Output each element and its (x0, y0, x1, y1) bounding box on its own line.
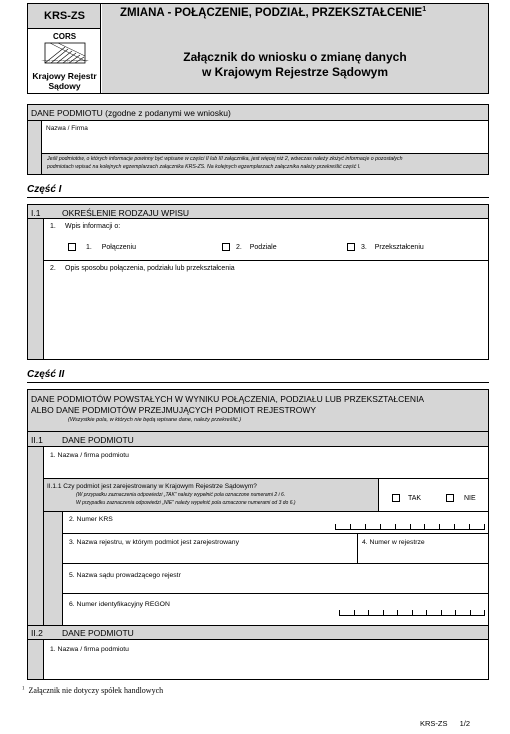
comb-tick (410, 524, 411, 529)
logo-small-text: Centralny Ośrodek Informacyjny Rejestru Sądowego (41, 60, 89, 62)
q-note2: W przypadku zaznaczenia odpowiedzi „NIE” należy wypełnić pola oznaczone numerami od 3 do 6.) (76, 500, 296, 506)
footer (420, 719, 470, 728)
form-title-text: ZMIANA - POŁĄCZENIE, PODZIAŁ, PRZEKSZTAŁCENIE (120, 6, 423, 19)
comb-tick (354, 610, 355, 615)
comb-tick (368, 610, 369, 615)
option-polaczenie-label: Połączeniu (101, 243, 136, 251)
entity-left-margin (28, 121, 42, 174)
form-title-sup: 1 (422, 6, 427, 13)
register-name-field[interactable] (62, 533, 357, 563)
q-label: II.1.1 Czy podmiot jest zarejestrowany w Krajowym Rejestrze Sądowym? (47, 483, 257, 490)
logo-caption-line2: Sądowy (48, 81, 81, 91)
s1-left-margin (28, 447, 44, 625)
entity-section (27, 104, 489, 175)
logo-cors-text: CORS (52, 32, 77, 41)
answer-yes[interactable] (392, 494, 421, 502)
comb-tick (441, 610, 442, 615)
entity-name-label: Nazwa / Firma (46, 125, 88, 132)
comb-tick (439, 524, 440, 529)
option-podzial-num: 2. (235, 243, 242, 251)
s1-heading: DANE PODMIOTU (62, 435, 134, 445)
comb-tick (469, 524, 470, 529)
comb-tick (470, 610, 471, 615)
comb-tick (350, 524, 351, 529)
comb-tick (365, 524, 366, 529)
part1-rule (27, 197, 489, 198)
s2-left-margin (28, 640, 44, 679)
footnote-text: Załącznik nie dotyczy spółek handlowych (28, 686, 164, 695)
form-subtitle-line2: w Krajowym Rejestrze Sądowym (201, 65, 389, 79)
comb-tick (484, 610, 485, 615)
part1-item2-field[interactable] (44, 261, 488, 359)
krs-number-ticks (335, 525, 485, 530)
comb-tick (454, 524, 455, 529)
option-przeksztalcenie-label: Przekształceniu (374, 243, 424, 251)
answer-no-label: NIE (463, 494, 476, 502)
krs-number-label: 2. Numer KRS (69, 516, 113, 523)
part1-section (27, 204, 489, 360)
part2-heading-note: (Wszystkie pola, w których nie będą wpisane dane, należy przekreślić.) (68, 417, 242, 423)
entity-heading: DANE PODMIOTU (zgodne z podanymi we wniosku) (31, 108, 231, 118)
regon-label: 6. Numer identyfikacyjny REGON (69, 601, 170, 608)
comb-tick (339, 610, 340, 615)
register-name-label: 3. Nazwa rejestru, w którym podmiot jest zarejestrowany (69, 539, 239, 546)
comb-tick (455, 610, 456, 615)
comb-tick (484, 524, 485, 529)
form-subtitle-line1: Załącznik do wniosku o zmianę danych (183, 50, 407, 64)
comb-tick (426, 610, 427, 615)
footnote (22, 686, 163, 695)
s1-name-label: 1. Nazwa / firma podmiotu (50, 452, 129, 459)
header-box (27, 3, 489, 94)
s1-inner-margin (44, 511, 62, 625)
q-note1: (W przypadku zaznaczenia odpowiedzi „TAK” należy wypełnić pola oznaczone numerami 2 i 6. (76, 492, 286, 498)
regon-field[interactable] (62, 593, 488, 625)
footer-code: KRS-ZS (420, 719, 448, 728)
part2-heading-line2: ALBO DANE PODMIOTÓW PRZEJMUJĄCYCH PODMIOT REJESTROWY (31, 405, 317, 415)
part1-left-margin (28, 219, 44, 359)
form-code: KRS-ZS (44, 10, 85, 22)
checkbox-przeksztalcenie[interactable] (347, 243, 355, 251)
s2-num: II.2 (31, 628, 43, 638)
comb-tick (397, 610, 398, 615)
option-przeksztalcenie-num: 3. (360, 243, 367, 251)
checkbox-yes[interactable] (392, 494, 400, 502)
checkbox-no[interactable] (446, 494, 454, 502)
register-number-field[interactable] (357, 533, 488, 563)
comb-tick (383, 610, 384, 615)
part1-item2-num: 2. (50, 265, 56, 272)
comb-tick (395, 524, 396, 529)
answer-yes-label: TAK (407, 494, 422, 502)
form-title (120, 6, 490, 19)
logo-caption-line1: Krajowy Rejestr (32, 71, 97, 81)
part1-heading: OKREŚLENIE RODZAJU WPISU (62, 208, 190, 218)
entity-note-line2: podmiotach wpisać na kolejnych egzemplarzach załącznika KRS-ZS. Na kolejnych egzemplarzach załącznika należy przekreślić część I. (47, 164, 361, 170)
part2-rule (27, 382, 489, 383)
option-podzial[interactable] (222, 243, 342, 251)
comb-tick (380, 524, 381, 529)
court-name-label: 5. Nazwa sądu prowadzącego rejestr (69, 572, 181, 579)
s2-heading: DANE PODMIOTU (62, 628, 134, 638)
comb-tick (335, 524, 336, 529)
checkbox-podzial[interactable] (222, 243, 230, 251)
s1-num: II.1 (31, 435, 43, 445)
option-podzial-label: Podziale (249, 243, 277, 251)
option-polaczenie-num: 1. (85, 243, 92, 251)
part1-item1-label: Wpis informacji o: (65, 223, 121, 230)
regon-ticks (339, 611, 485, 616)
part1-title: Część I (27, 184, 62, 195)
part2-title: Część II (27, 369, 65, 380)
part2-heading-line1: DANE PODMIOTÓW POWSTAŁYCH W WYNIKU POŁĄCZENIA, PODZIAŁU LUB PRZEKSZTAŁCENIA (31, 394, 425, 404)
option-polaczenie[interactable] (68, 243, 188, 251)
part1-num: I.1 (31, 208, 41, 218)
part2-section (27, 389, 489, 680)
comb-tick (424, 524, 425, 529)
footer-page: 1/2 (459, 719, 471, 728)
comb-tick (412, 610, 413, 615)
entity-note-line1: Jeśli podmiotów, o których informacje powinny być wpisane w części II lub III załącznika, jest więcej niż 2, wówczas należy złożyć informacje o pozostałych (47, 156, 403, 162)
entity-name-field[interactable] (42, 121, 488, 154)
answer-no[interactable] (446, 494, 476, 502)
part1-item1-num: 1. (50, 223, 56, 230)
footnote-sup: 1 (22, 686, 25, 692)
part1-item2-label: Opis sposobu połączenia, podziału lub przekształcenia (65, 265, 235, 272)
option-przeksztalcenie[interactable] (347, 243, 477, 251)
checkbox-polaczenie[interactable] (68, 243, 76, 251)
s2-name-label: 1. Nazwa / firma podmiotu (50, 646, 129, 653)
register-number-label: 4. Numer w rejestrze (362, 539, 425, 546)
